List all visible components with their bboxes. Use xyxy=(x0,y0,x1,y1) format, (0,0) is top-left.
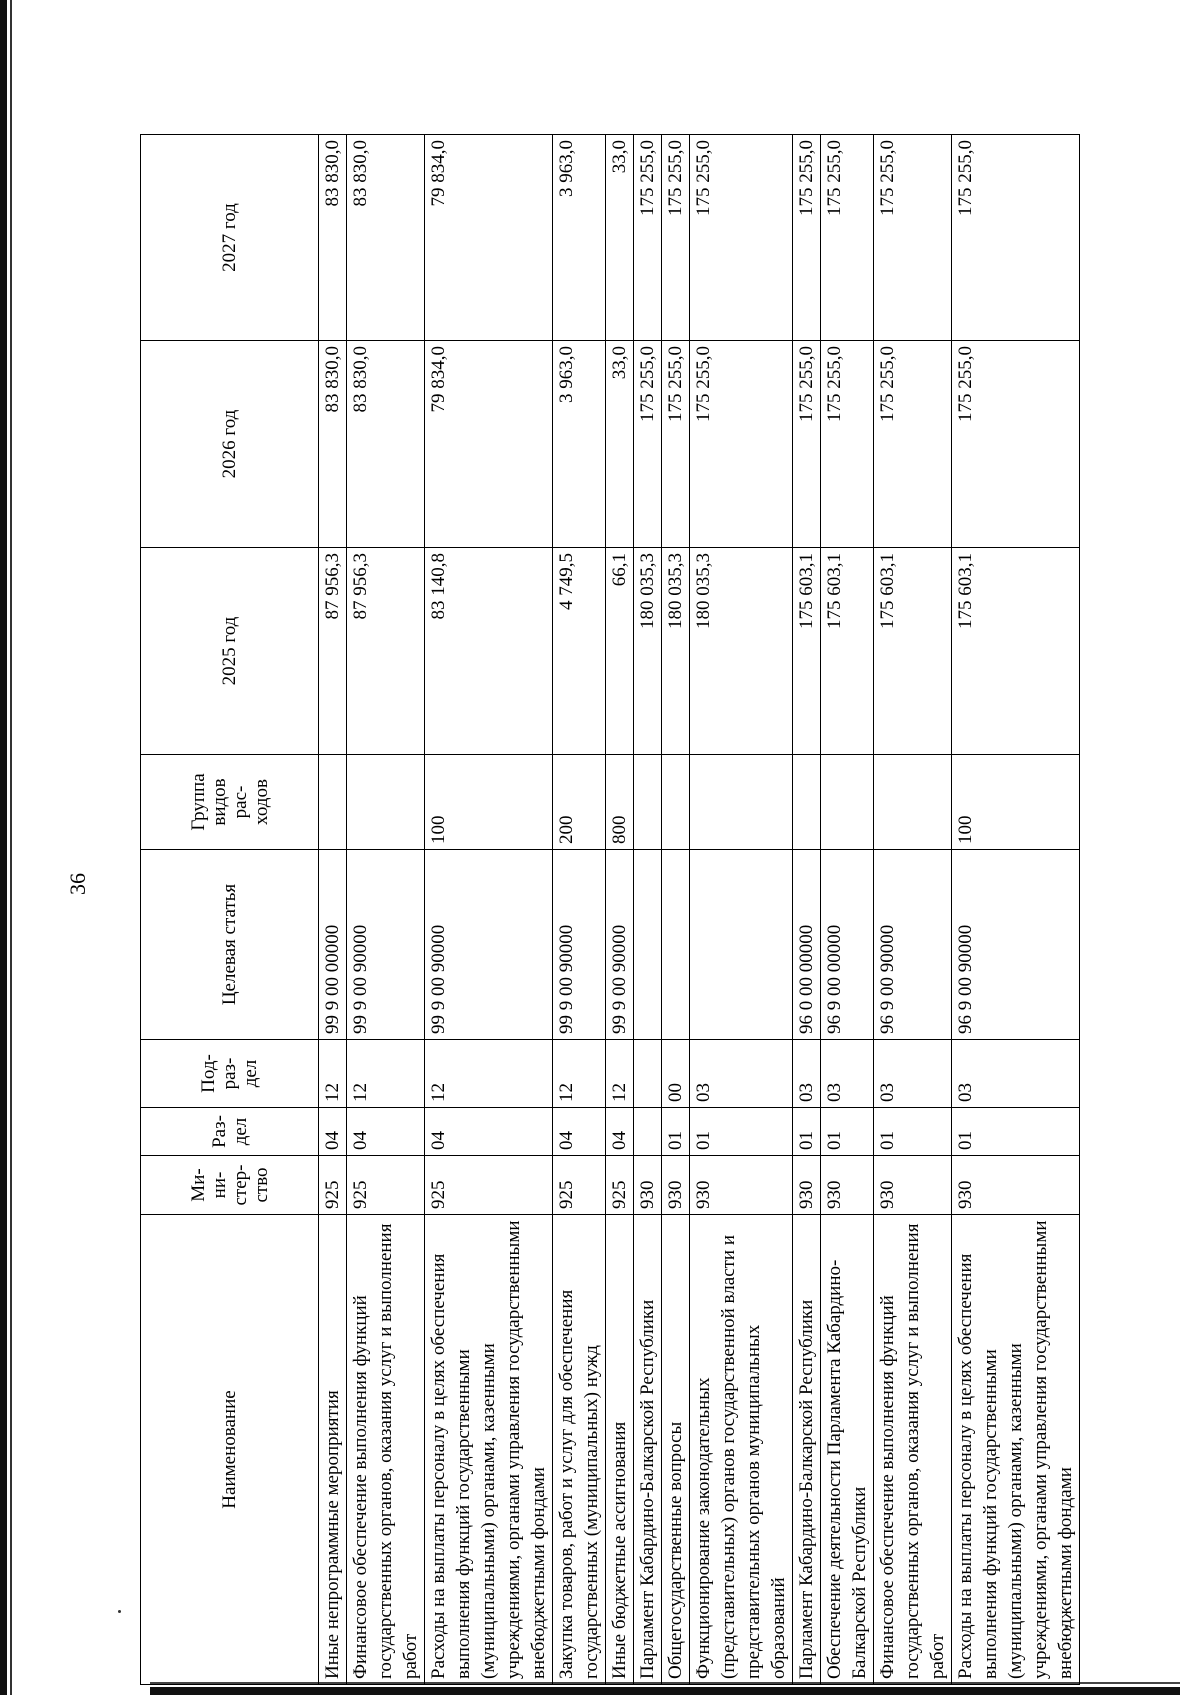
row-2027: 3 963,0 xyxy=(553,135,606,341)
row-2026: 175 255,0 xyxy=(662,341,690,548)
row-target-article: 96 9 00 00000 xyxy=(821,850,874,1040)
row-target-article xyxy=(634,850,662,1040)
row-2026: 83 830,0 xyxy=(319,341,347,548)
row-ministry: 930 xyxy=(874,1156,952,1215)
row-section: 04 xyxy=(319,1108,347,1156)
row-target-article xyxy=(662,850,690,1040)
row-name: Иные бюджетные ассигнования xyxy=(606,1215,634,1685)
row-expense-group: 100 xyxy=(952,755,1080,850)
row-expense-group xyxy=(874,755,952,850)
row-name: Обеспечение деятельности Парламента Кабардино-Балкарской Республики xyxy=(821,1215,874,1685)
header-name: Наименование xyxy=(141,1215,319,1685)
table-header-row xyxy=(141,135,319,1685)
header-target-article: Целевая статья xyxy=(141,850,319,1040)
row-2027: 175 255,0 xyxy=(690,135,793,341)
row-target-article: 96 0 00 00000 xyxy=(793,850,821,1040)
row-2025: 83 140,8 xyxy=(425,548,553,755)
row-expense-group: 200 xyxy=(553,755,606,850)
row-2025: 175 603,1 xyxy=(874,548,952,755)
table-row xyxy=(952,135,1080,1685)
row-section: 01 xyxy=(952,1108,1080,1156)
row-ministry: 930 xyxy=(634,1156,662,1215)
row-subsection: 12 xyxy=(319,1040,347,1108)
row-2027: 83 830,0 xyxy=(319,135,347,341)
row-2027: 175 255,0 xyxy=(793,135,821,341)
table-row xyxy=(690,135,793,1685)
row-expense-group xyxy=(690,755,793,850)
row-target-article: 96 9 00 90000 xyxy=(874,850,952,1040)
row-section: 04 xyxy=(425,1108,553,1156)
row-subsection: 03 xyxy=(793,1040,821,1108)
row-target-article: 99 9 00 90000 xyxy=(606,850,634,1040)
row-subsection: 12 xyxy=(553,1040,606,1108)
row-2026: 175 255,0 xyxy=(821,341,874,548)
row-subsection: 12 xyxy=(425,1040,553,1108)
row-ministry: 925 xyxy=(553,1156,606,1215)
row-ministry: 925 xyxy=(347,1156,425,1215)
row-expense-group xyxy=(662,755,690,850)
row-section: 01 xyxy=(662,1108,690,1156)
row-section: 04 xyxy=(553,1108,606,1156)
row-2025: 87 956,3 xyxy=(347,548,425,755)
row-name: Функционирование законодательных (представительных) органов государственной власти и представительных органов муниципальных образований xyxy=(690,1215,793,1685)
header-2027: 2027 год xyxy=(141,135,319,341)
row-2026: 79 834,0 xyxy=(425,341,553,548)
row-2025: 175 603,1 xyxy=(952,548,1080,755)
header-ministry: Ми- ни- стер- ство xyxy=(141,1156,319,1215)
row-2025: 180 035,3 xyxy=(690,548,793,755)
table-row xyxy=(553,135,606,1685)
row-2027: 175 255,0 xyxy=(634,135,662,341)
row-section xyxy=(634,1108,662,1156)
row-2027: 175 255,0 xyxy=(662,135,690,341)
table-row xyxy=(874,135,952,1685)
row-name: Финансовое обеспечение выполнения функций государственных органов, оказания услуг и выполнения работ xyxy=(347,1215,425,1685)
row-name: Расходы на выплаты персоналу в целях обеспечения выполнения функций государственными (муниципальными) органами, казенными учреждениями, органами управления государственными внебюджетными фондами xyxy=(952,1215,1080,1685)
row-2026: 83 830,0 xyxy=(347,341,425,548)
row-subsection: 03 xyxy=(821,1040,874,1108)
row-expense-group xyxy=(319,755,347,850)
row-target-article: 99 9 00 90000 xyxy=(553,850,606,1040)
row-ministry: 925 xyxy=(319,1156,347,1215)
row-subsection: 12 xyxy=(347,1040,425,1108)
page-number: 36 xyxy=(65,873,90,895)
row-2026: 175 255,0 xyxy=(690,341,793,548)
row-2027: 79 834,0 xyxy=(425,135,553,341)
header-expense-group: Группа видов рас- ходов xyxy=(141,755,319,850)
row-ministry: 925 xyxy=(606,1156,634,1215)
row-expense-group xyxy=(821,755,874,850)
row-ministry: 930 xyxy=(793,1156,821,1215)
row-2027: 33,0 xyxy=(606,135,634,341)
row-ministry: 930 xyxy=(662,1156,690,1215)
row-section: 01 xyxy=(821,1108,874,1156)
row-name: Иные непрограммные мероприятия xyxy=(319,1215,347,1685)
row-2026: 175 255,0 xyxy=(793,341,821,548)
row-ministry: 930 xyxy=(821,1156,874,1215)
row-2027: 83 830,0 xyxy=(347,135,425,341)
table-row xyxy=(662,135,690,1685)
row-expense-group: 100 xyxy=(425,755,553,850)
row-2026: 33,0 xyxy=(606,341,634,548)
row-target-article: 96 9 00 90000 xyxy=(952,850,1080,1040)
row-2025: 180 035,3 xyxy=(662,548,690,755)
row-2025: 175 603,1 xyxy=(793,548,821,755)
row-2025: 66,1 xyxy=(606,548,634,755)
row-2027: 175 255,0 xyxy=(874,135,952,341)
row-ministry: 930 xyxy=(690,1156,793,1215)
row-ministry: 925 xyxy=(425,1156,553,1215)
row-target-article: 99 9 00 90000 xyxy=(425,850,553,1040)
row-expense-group: 800 xyxy=(606,755,634,850)
row-target-article: 99 9 00 90000 xyxy=(347,850,425,1040)
table-body xyxy=(319,135,1080,1685)
table-row xyxy=(347,135,425,1685)
row-subsection xyxy=(634,1040,662,1108)
row-name: Парламент Кабардино-Балкарской Республики xyxy=(634,1215,662,1685)
table-row xyxy=(425,135,553,1685)
row-name: Финансовое обеспечение выполнения функций государственных органов, оказания услуг и выполнения работ xyxy=(874,1215,952,1685)
table-row xyxy=(634,135,662,1685)
row-subsection: 03 xyxy=(874,1040,952,1108)
row-subsection: 03 xyxy=(952,1040,1080,1108)
row-subsection: 00 xyxy=(662,1040,690,1108)
row-section: 04 xyxy=(606,1108,634,1156)
row-2025: 87 956,3 xyxy=(319,548,347,755)
header-2026: 2026 год xyxy=(141,341,319,548)
row-name: Парламент Кабардино-Балкарской Республики xyxy=(793,1215,821,1685)
header-section: Раз- дел xyxy=(141,1108,319,1156)
row-2025: 175 603,1 xyxy=(821,548,874,755)
row-2026: 175 255,0 xyxy=(634,341,662,548)
row-name: Закупка товаров, работ и услуг для обеспечения государственных (муниципальных) нужд xyxy=(553,1215,606,1685)
row-2026: 175 255,0 xyxy=(952,341,1080,548)
row-section: 01 xyxy=(793,1108,821,1156)
header-subsection: Под- раз- дел xyxy=(141,1040,319,1108)
header-2025: 2025 год xyxy=(141,548,319,755)
table-row xyxy=(821,135,874,1685)
row-2025: 4 749,5 xyxy=(553,548,606,755)
row-expense-group xyxy=(634,755,662,850)
row-target-article xyxy=(690,850,793,1040)
table-row xyxy=(793,135,821,1685)
row-name: Общегосударственные вопросы xyxy=(662,1215,690,1685)
row-2026: 3 963,0 xyxy=(553,341,606,548)
row-expense-group xyxy=(347,755,425,850)
row-section: 01 xyxy=(874,1108,952,1156)
row-2027: 175 255,0 xyxy=(952,135,1080,341)
row-2025: 180 035,3 xyxy=(634,548,662,755)
table-row xyxy=(606,135,634,1685)
budget-table xyxy=(140,134,1080,1685)
row-subsection: 03 xyxy=(690,1040,793,1108)
row-section: 04 xyxy=(347,1108,425,1156)
row-expense-group xyxy=(793,755,821,850)
row-subsection: 12 xyxy=(606,1040,634,1108)
row-2026: 175 255,0 xyxy=(874,341,952,548)
table-row xyxy=(319,135,347,1685)
row-name: Расходы на выплаты персоналу в целях обеспечения выполнения функций государственными (муниципальными) органами, казенными учреждениями, органами управления государственными внебюджетными фондами xyxy=(425,1215,553,1685)
row-ministry: 930 xyxy=(952,1156,1080,1215)
row-target-article: 99 9 00 00000 xyxy=(319,850,347,1040)
row-2027: 175 255,0 xyxy=(821,135,874,341)
row-section: 01 xyxy=(690,1108,793,1156)
